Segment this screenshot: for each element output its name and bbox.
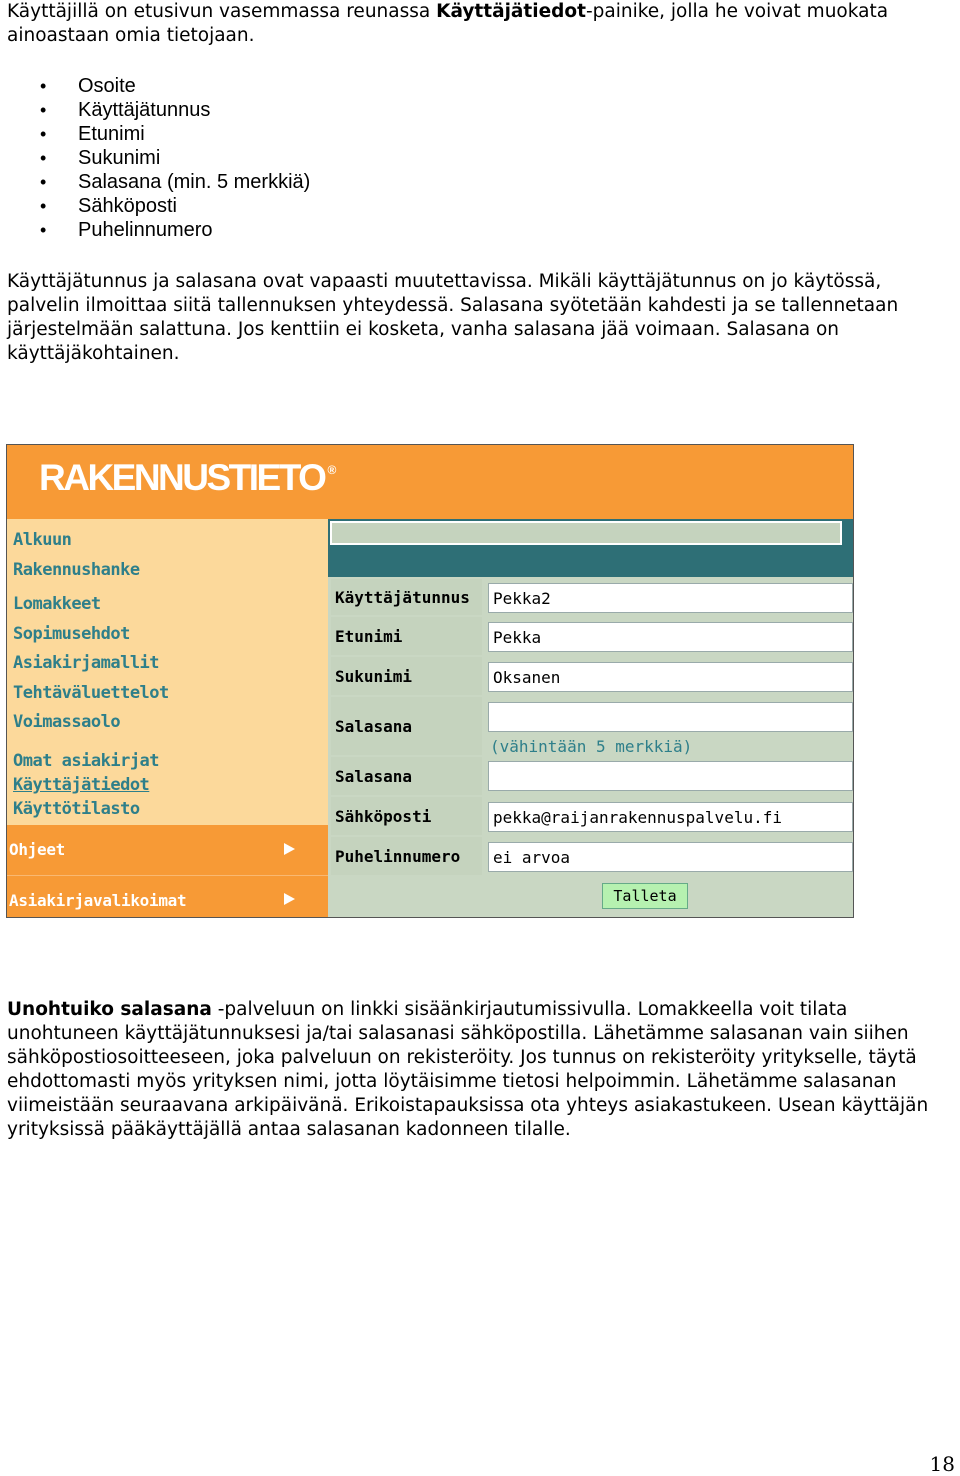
intro-text-after: -painike, jolla he voivat muokata ainoastaan omia tietojaan. bbox=[7, 1, 889, 46]
arrow-right-icon[interactable] bbox=[284, 893, 295, 905]
top-field bbox=[330, 521, 842, 545]
list-item: • Sähköposti bbox=[40, 194, 310, 218]
list-item: • Sukunimi bbox=[40, 146, 310, 170]
sidebar-menus bbox=[7, 825, 328, 918]
email-label: Sähköposti bbox=[331, 797, 482, 835]
lastname-label: Sukunimi bbox=[331, 657, 482, 695]
sidebar-item-lomakkeet[interactable]: Lomakkeet bbox=[13, 594, 101, 614]
menu-asiakirjavalikoimat[interactable]: Asiakirjavalikoimat bbox=[9, 891, 187, 910]
sidebar-item-tehtavaluettelot[interactable]: Tehtäväluettelot bbox=[13, 683, 169, 703]
sidebar-item-kayttotilasto[interactable]: Käyttötilasto bbox=[13, 799, 140, 819]
list-item: • Puhelinnumero bbox=[40, 218, 310, 242]
list-item: • Käyttäjätunnus bbox=[40, 98, 310, 122]
menu-ohjeet[interactable]: Ohjeet bbox=[9, 840, 65, 859]
sidebar-item-kayttajatiedot[interactable]: Käyttäjätiedot bbox=[13, 775, 150, 795]
intro-text-before: Käyttäjillä on etusivun vasemmassa reunassa bbox=[7, 1, 437, 22]
logo bbox=[39, 457, 337, 499]
field-list bbox=[40, 74, 310, 242]
registered-mark: ® bbox=[327, 463, 337, 477]
lastname-input[interactable]: Oksanen bbox=[488, 662, 853, 692]
arrow-right-icon[interactable] bbox=[284, 843, 295, 855]
phone-input[interactable]: ei arvoa bbox=[488, 842, 853, 872]
intro-bold-term: Käyttäjätiedot bbox=[436, 1, 586, 22]
description-paragraph: Käyttäjätunnus ja salasana ovat vapaasti muutettavissa. Mikäli käyttäjätunnus on jo käytössä, palvelin ilmoittaa siitä tallennuksen yhteydessä. Salasana syötetään kahdesti ja se tallennetaan järjestelmään salattuna. Jos kenttiin ei kosketa, vanha salasana jää voimaan. Salasana on käyttäjäkohtainen. bbox=[7, 271, 899, 364]
sidebar-item-voimassaolo[interactable]: Voimassaolo bbox=[13, 712, 121, 732]
password-hint: (vähintään 5 merkkiä) bbox=[490, 737, 693, 756]
form-top-bar bbox=[328, 519, 853, 577]
forgot-password-term: Unohtuiko salasana bbox=[7, 999, 212, 1020]
firstname-label: Etunimi bbox=[331, 617, 482, 655]
username-label: Käyttäjätunnus bbox=[331, 579, 482, 615]
sidebar-item-sopimusehdot[interactable]: Sopimusehdot bbox=[13, 624, 130, 644]
list-item: • Etunimi bbox=[40, 122, 310, 146]
forgot-password-paragraph bbox=[7, 998, 953, 1142]
username-input[interactable]: Pekka2 bbox=[488, 583, 853, 613]
email-input[interactable]: pekka@raijanrakennuspalvelu.fi bbox=[488, 802, 853, 832]
user-info-screenshot bbox=[6, 444, 854, 918]
save-button[interactable]: Talleta bbox=[602, 883, 688, 909]
sidebar-item-omat-asiakirjat[interactable]: Omat asiakirjat bbox=[13, 751, 160, 771]
intro-paragraph bbox=[7, 0, 953, 48]
forgot-password-text: -palveluun on linkki sisäänkirjautumissivulla. Lomakkeella voit tilata unohtuneen käyttäjätunnuksesi ja/tai salasanasi sähköpostilla. Lähetämme salasanan vain siihen sähköpostiosoitteeseen, joka palveluun on rekisteröity. Jos tunnus on rekisteröity yritykselle, täytä ehdottomasti myös yrityksen nimi, jotta löytäisimme tietosi helpoimmin. Lähetämme salasanan viimeistään seuraavana arkipäivänä. Erikoistapauksissa ota yhteys asiakastukeen. Usean käyttäjän yrityksissä pääkäyttäjällä antaa salasanan kadonneen tilalle. bbox=[7, 999, 929, 1140]
sidebar-divider bbox=[7, 875, 328, 876]
sidebar-item-alkuun[interactable]: Alkuun bbox=[13, 530, 72, 550]
password-confirm-label: Salasana bbox=[331, 757, 482, 795]
password-label: Salasana bbox=[331, 697, 482, 755]
user-form bbox=[328, 519, 853, 918]
firstname-input[interactable]: Pekka bbox=[488, 622, 853, 652]
page-number: 18 bbox=[929, 1452, 955, 1476]
header-banner bbox=[7, 445, 853, 519]
sidebar bbox=[7, 519, 328, 825]
list-item: • Osoite bbox=[40, 74, 310, 98]
sidebar-item-asiakirjamallit[interactable]: Asiakirjamallit bbox=[13, 653, 160, 673]
password-input[interactable] bbox=[488, 702, 853, 732]
phone-label: Puhelinnumero bbox=[331, 837, 482, 875]
password-confirm-input[interactable] bbox=[488, 761, 853, 791]
logo-text: RAKENNUSTIETO bbox=[39, 457, 325, 498]
sidebar-item-rakennushanke[interactable]: Rakennushanke bbox=[13, 560, 140, 580]
list-item: • Salasana (min. 5 merkkiä) bbox=[40, 170, 310, 194]
